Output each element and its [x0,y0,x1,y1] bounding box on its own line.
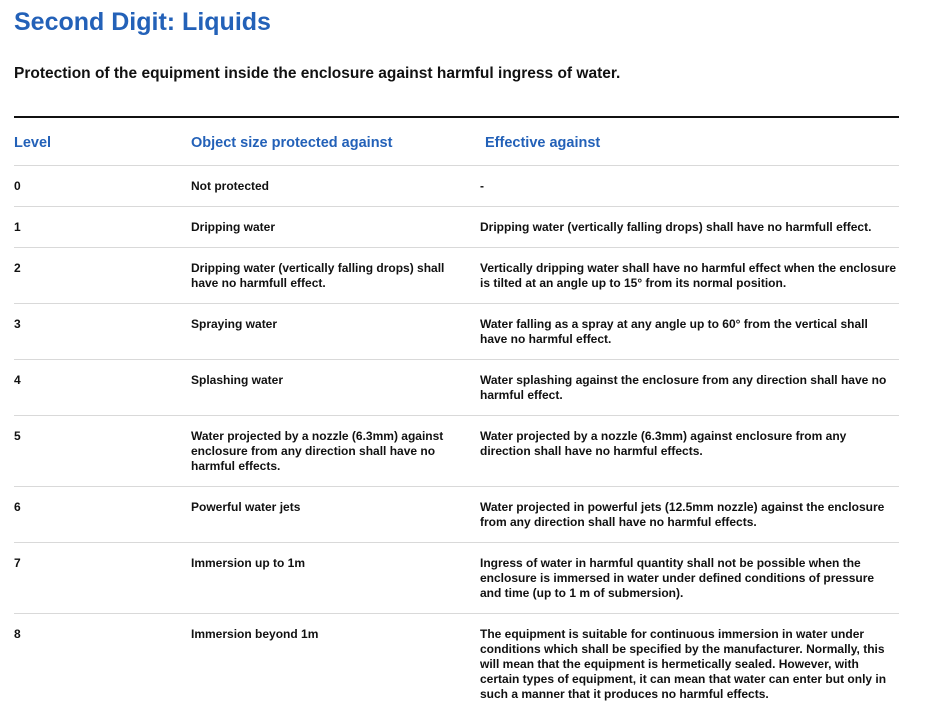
header-level: Level [14,135,52,151]
effective-cell: The equipment is suitable for continuous immersion in water under conditions which shall be specified by the manufacturer. Normally, this will mean that the equipment is hermetically sealed. However, with certain types of equipment, it can mean that water can enter but only in such a manner that it produces no harmful effects. [480,627,887,701]
object-cell: Water projected by a nozzle (6.3mm) against enclosure from any direction shall have no harmful effects. [191,429,444,473]
object-cell: Dripping water [191,220,276,234]
table-row [14,304,899,360]
table-row [14,416,899,487]
effective-cell: Water projected in powerful jets (12.5mm nozzle) against the enclosure from any direction shall have no harmful effects. [480,500,885,529]
table-row [14,166,899,207]
table-row [14,614,899,716]
table-row [14,487,899,543]
effective-cell: Dripping water (vertically falling drops) shall have no harmfull effect. [480,220,872,234]
object-cell: Dripping water (vertically falling drops) shall have no harmfull effect. [191,261,445,290]
level-cell: 1 [14,220,21,234]
object-cell: Immersion beyond 1m [191,627,319,641]
object-cell: Immersion up to 1m [191,556,306,570]
effective-cell: Water falling as a spray at any angle up to 60° from the vertical shall have no harmful effect. [480,317,868,346]
level-cell: 3 [14,317,21,331]
header-effective-against: Effective against [485,135,601,151]
object-cell: Splashing water [191,373,284,387]
header-object-size: Object size protected against [191,135,393,151]
page-subtitle: Protection of the equipment inside the enclosure against harmful ingress of water. [14,65,621,82]
page-title: Second Digit: Liquids [14,8,271,36]
effective-cell: Vertically dripping water shall have no harmful effect when the enclosure is tilted at an angle up to 15° from its normal position. [480,261,897,290]
table-row [14,543,899,614]
level-cell: 6 [14,500,21,514]
level-cell: 8 [14,627,21,641]
table-header-row [14,118,899,166]
level-cell: 4 [14,373,21,387]
object-cell: Spraying water [191,317,278,331]
effective-cell: Water splashing against the enclosure from any direction shall have no harmful effect. [480,373,887,402]
effective-cell: - [480,179,484,193]
table-row [14,207,899,248]
level-cell: 2 [14,261,21,275]
level-cell: 0 [14,179,21,193]
effective-cell: Ingress of water in harmful quantity shall not be possible when the enclosure is immersed in water under defined conditions of pressure and time (up to 1 m of submersion). [480,556,875,600]
effective-cell: Water projected by a nozzle (6.3mm) against enclosure from any direction shall have no harmful effects. [480,429,847,458]
object-cell: Not protected [191,179,269,193]
level-cell: 7 [14,556,21,570]
table-row [14,248,899,304]
level-cell: 5 [14,429,21,443]
object-cell: Powerful water jets [191,500,301,514]
table-row [14,360,899,416]
